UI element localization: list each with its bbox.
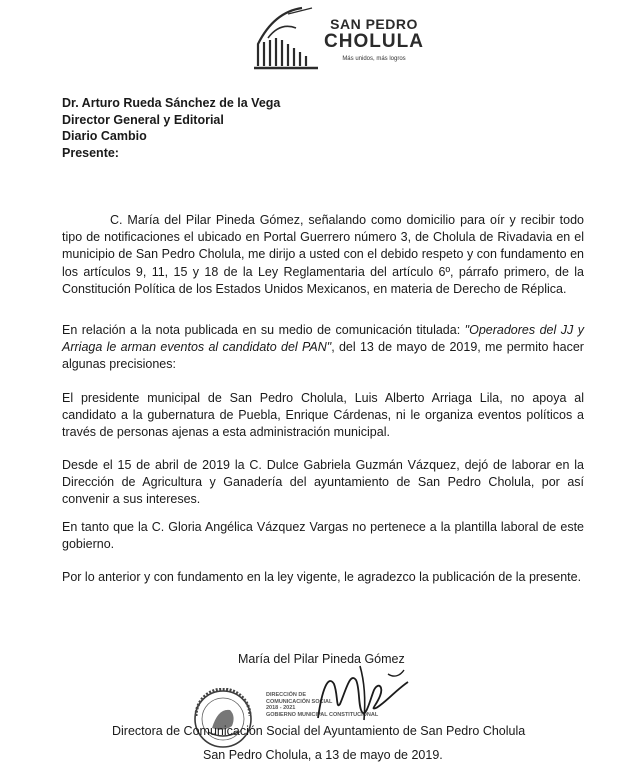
stamp-line-2: COMUNICACIÓN SOCIAL bbox=[266, 698, 333, 705]
pyramid-church-icon bbox=[252, 4, 320, 74]
logo-line-cholula: CHOLULA bbox=[324, 31, 424, 52]
stamp-line-4: GOBIERNO MUNICIPAL CONSTITUCIONAL bbox=[266, 711, 379, 718]
signer-name: María del Pilar Pineda Gómez bbox=[238, 652, 405, 666]
addressee-block bbox=[62, 95, 280, 161]
paragraph-clarification-vazquez: En tanto que la C. Gloria Angélica Vázquez Vargas no pertenece a la plantilla laboral de este gobierno. bbox=[62, 520, 584, 552]
addressee-position: Director General y Editorial bbox=[62, 112, 224, 127]
paragraph-note-reference bbox=[62, 322, 584, 374]
note-title: "Operadores del JJ y Arriaga le arman eventos al candidato del PAN" bbox=[62, 323, 585, 355]
paragraph-introduction: C. María del Pilar Pineda Gómez, señalando como domicilio para oír y recibir todo tipo de notificaciones el ubicado en Portal Guerrero número 3, de Cholula de Rivadavia en el municipio de San Pedro Cholula, me dirijo a usted con el debido respeto y con fundamento en los artículos 9, 11, 15 y 18 de la Ley Reglamentaria del artículo 6º, párrafo primero, de la Constitución Política de los Estados Unidos Mexicanos, en materia de Derecho de Réplica. bbox=[62, 213, 584, 296]
paragraph-clarification-president: El presidente municipal de San Pedro Cholula, Luis Alberto Arriaga Lila, no apoya al candidato a la gubernatura de Puebla, Enrique Cárdenas, ni le organiza eventos políticos a través de personas ajenas a esta administración municipal. bbox=[62, 391, 584, 440]
signer-role: Directora de Comunicación Social del Ayuntamiento de San Pedro Cholula bbox=[112, 724, 526, 738]
stamp-line-3: 2018 - 2021 bbox=[266, 705, 296, 711]
handwritten-signature bbox=[300, 660, 420, 724]
note-reference-lead: En relación a la nota publicada en su medio de comunicación titulada: bbox=[62, 323, 465, 337]
place-and-date: San Pedro Cholula, a 13 de mayo de 2019. bbox=[203, 748, 443, 762]
logo-line-san-pedro: SAN PEDRO bbox=[330, 16, 418, 32]
national-seal-icon bbox=[190, 688, 256, 750]
stamp-line-1: DIRECCIÓN DE bbox=[266, 692, 307, 698]
logo-wordmark bbox=[324, 16, 424, 62]
salutation: Presente: bbox=[62, 145, 119, 160]
municipal-logo bbox=[252, 4, 422, 74]
addressee-name: Dr. Arturo Rueda Sánchez de la Vega bbox=[62, 96, 281, 110]
note-reference-tail: , del 13 de mayo de 2019, me permito hacer algunas precisiones: bbox=[62, 340, 584, 372]
paragraph-clarification-guzman: Desde el 15 de abril de 2019 la C. Dulce Gabriela Guzmán Vázquez, dejó de laborar en la Dirección de Agricultura y Ganadería del ayuntamiento de San Pedro Cholula, por así convenir a sus intereses. bbox=[62, 458, 584, 507]
paragraph-closing-request: Por lo anterior y con fundamento en la ley vigente, le agradezco la publicación de la presente. bbox=[62, 570, 582, 584]
addressee-outlet: Diario Cambio bbox=[62, 129, 147, 143]
logo-tagline: Más unidos, más logros bbox=[342, 56, 406, 62]
